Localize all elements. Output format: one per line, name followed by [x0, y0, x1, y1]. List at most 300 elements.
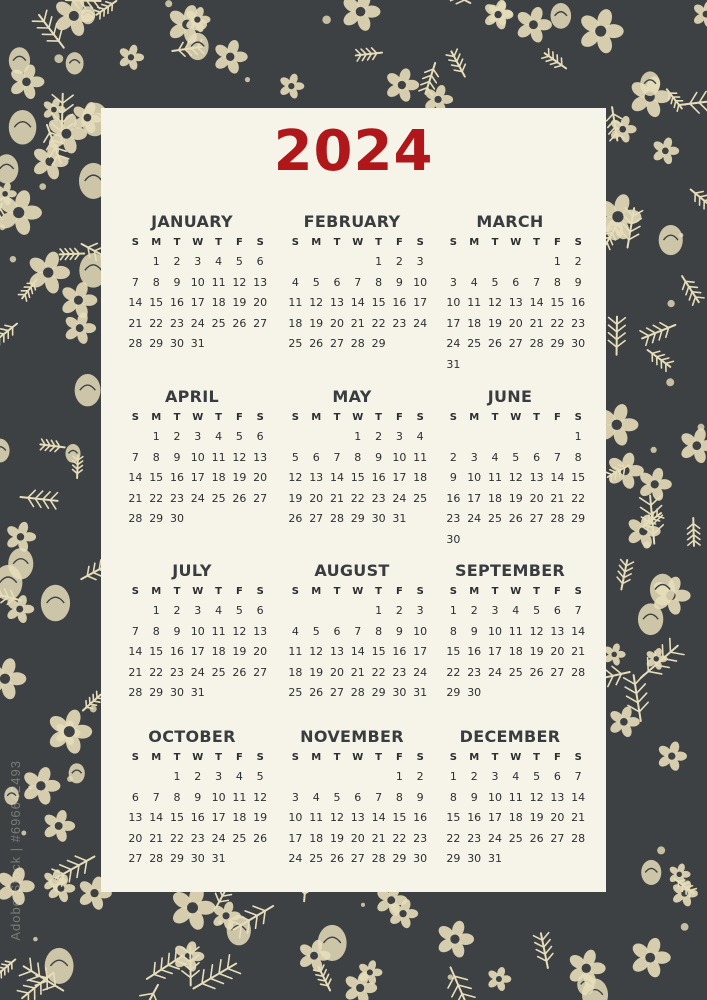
month-name: JANUARY [151, 212, 233, 231]
day-cell: 28 [128, 686, 143, 700]
day-cell: 17 [446, 316, 461, 330]
day-cell: 1 [375, 604, 383, 617]
day-cell: 15 [446, 811, 461, 825]
weekday-label: F [395, 237, 403, 248]
day-cell: 29 [350, 512, 365, 526]
day-cell: 8 [553, 275, 561, 289]
day-cell: 4 [235, 770, 243, 783]
day-cell: 17 [487, 645, 502, 659]
day-cell: 26 [329, 852, 344, 866]
day-cell: 22 [371, 665, 386, 679]
sprig-stem-icon [193, 964, 236, 989]
day-cell: 27 [309, 512, 324, 526]
day-cell: 26 [232, 665, 247, 679]
sprig-leaf-icon [609, 325, 617, 332]
empty-day-cell [285, 767, 306, 788]
day-cell: 27 [253, 665, 268, 679]
empty-day-cell [443, 252, 464, 273]
day-cell: 16 [413, 811, 428, 825]
day-cell: 19 [253, 811, 268, 825]
weekday-label: T [533, 412, 540, 423]
day-grid [285, 583, 427, 704]
day-cell: 27 [253, 491, 268, 505]
weekday-label: M [311, 586, 322, 597]
weekday-label: W [352, 586, 364, 597]
month-name: JUNE [487, 387, 533, 406]
day-cell: 8 [152, 450, 160, 464]
day-cell: 12 [508, 471, 523, 485]
flower-center-icon [494, 11, 501, 18]
day-cell: 25 [309, 852, 324, 866]
day-cell: 10 [413, 275, 428, 289]
sprig-leaf-icon [546, 953, 552, 961]
weekday-label: M [469, 752, 480, 763]
sprig-leaf-icon [636, 684, 645, 694]
sprig-leaf-icon [43, 492, 50, 499]
sprig-leaf-icon [452, 985, 458, 997]
flower-center-icon [16, 606, 23, 613]
weekday-label: M [311, 237, 322, 248]
day-cell: 18 [309, 831, 324, 845]
sprig-leaf-icon [699, 103, 707, 112]
day-cell: 10 [190, 275, 205, 289]
month-name: MAY [332, 387, 372, 406]
day-cell: 29 [371, 686, 386, 700]
day-cell: 10 [288, 811, 303, 825]
weekday-label: F [553, 412, 561, 423]
flower-center-icon [398, 81, 406, 89]
bud-icon [65, 444, 80, 463]
day-cell: 29 [371, 337, 386, 351]
day-cell: 22 [446, 831, 461, 845]
empty-day-cell [306, 252, 327, 273]
sprig-leaf-icon [456, 994, 462, 1000]
day-cell: 7 [333, 450, 341, 464]
bud-icon [45, 948, 74, 984]
day-cell: 12 [253, 790, 268, 804]
day-grid [443, 234, 585, 376]
day-grid [285, 234, 427, 355]
flower-center-icon [69, 11, 79, 21]
flower-center-icon [288, 83, 294, 89]
bud-icon [187, 33, 209, 60]
weekday-label: S [131, 586, 139, 597]
weekday-label: W [510, 412, 522, 423]
sprig-stem-icon [56, 856, 95, 878]
day-cell: 18 [467, 316, 482, 330]
day-cell: 24 [392, 491, 407, 505]
day-cell: 5 [291, 450, 299, 464]
weekday-label: S [574, 412, 582, 423]
day-cell: 4 [470, 275, 478, 289]
empty-day-cell [285, 427, 306, 448]
day-cell: 13 [253, 624, 268, 638]
day-cell: 23 [446, 512, 461, 526]
flower-center-icon [677, 872, 682, 877]
sprig-leaf-icon [154, 963, 155, 975]
month-name: MARCH [476, 212, 544, 231]
day-cell: 4 [215, 430, 223, 443]
sprig-leaf-icon [617, 577, 622, 583]
sprig-leaf-icon [555, 65, 562, 67]
day-cell: 3 [291, 790, 299, 804]
sprig-leaf-icon [638, 693, 647, 703]
day-cell: 16 [392, 296, 407, 310]
empty-day-cell [547, 427, 568, 448]
sprig-leaf-icon [700, 195, 707, 197]
day-cell: 26 [487, 337, 502, 351]
month-name: DECEMBER [459, 727, 561, 746]
day-cell: 29 [149, 686, 164, 700]
dot-icon [54, 54, 63, 63]
day-grid [443, 749, 585, 870]
weekday-label: T [375, 586, 382, 597]
sprig-leaf-icon [228, 969, 241, 974]
day-cell: 23 [169, 316, 184, 330]
day-cell: 28 [350, 686, 365, 700]
day-cell: 18 [288, 316, 303, 330]
day-cell: 15 [392, 811, 407, 825]
empty-day-cell [125, 601, 146, 622]
dot-icon [698, 424, 705, 431]
day-cell: 20 [508, 316, 523, 330]
sprig-leaf-icon [617, 318, 625, 325]
dot-icon [666, 378, 674, 386]
day-cell: 1 [395, 770, 403, 783]
weekday-label: S [131, 412, 139, 423]
day-cell: 30 [371, 512, 386, 526]
day-cell: 4 [291, 275, 299, 289]
day-cell: 11 [288, 645, 303, 659]
empty-day-cell [306, 601, 327, 622]
day-cell: 8 [173, 790, 181, 804]
sprig-leaf-icon [75, 856, 86, 861]
day-cell: 10 [190, 624, 205, 638]
weekday-label: T [333, 237, 341, 248]
day-cell: 28 [550, 512, 565, 526]
day-cell: 14 [149, 811, 164, 825]
day-cell: 30 [392, 686, 407, 700]
sprig-leaf-icon [608, 333, 616, 340]
day-cell: 29 [149, 512, 164, 526]
flower-center-icon [367, 969, 373, 975]
day-cell: 31 [487, 852, 502, 866]
day-cell: 9 [470, 790, 478, 804]
day-cell: 1 [152, 255, 160, 268]
day-cell: 13 [253, 275, 268, 289]
day-cell: 21 [128, 316, 143, 330]
sprig-leaf-icon [1, 329, 9, 331]
weekday-label: F [553, 752, 561, 763]
day-cell: 18 [508, 645, 523, 659]
sprig-leaf-icon [55, 447, 60, 452]
sprig-leaf-icon [372, 48, 377, 53]
bud-icon [66, 52, 84, 74]
flower-center-icon [310, 952, 318, 960]
day-cell: 26 [288, 512, 303, 526]
dot-icon [245, 77, 250, 82]
day-cell: 2 [470, 604, 478, 617]
day-cell: 27 [508, 337, 523, 351]
empty-day-cell [347, 601, 368, 622]
sprig-leaf-icon [87, 576, 96, 580]
sprig-leaf-icon [86, 707, 93, 708]
year-title: 2024 [273, 119, 434, 184]
day-cell: 11 [413, 450, 428, 464]
weekday-label: M [311, 412, 322, 423]
sprig-stem-icon [642, 325, 675, 338]
empty-day-cell [526, 252, 547, 273]
weekday-label: F [235, 752, 243, 763]
sprig-leaf-icon [356, 50, 361, 55]
day-cell: 10 [413, 624, 428, 638]
day-cell: 22 [371, 316, 386, 330]
sprig-leaf-icon [253, 906, 265, 911]
flower-center-icon [0, 674, 10, 684]
day-cell: 11 [309, 811, 324, 825]
day-cell: 9 [449, 471, 457, 485]
weekday-label: M [151, 237, 162, 248]
day-grid [443, 409, 585, 551]
bud-icon [69, 763, 85, 783]
bud-icon [551, 3, 572, 29]
day-cell: 8 [152, 624, 160, 638]
weekday-label: T [491, 237, 499, 248]
flower-center-icon [74, 296, 83, 305]
sprig-leaf-icon [50, 493, 57, 500]
day-cell: 30 [169, 512, 184, 526]
day-cell: 15 [571, 471, 586, 485]
day-cell: 10 [487, 790, 502, 804]
sprig-leaf-icon [2, 964, 8, 965]
sprig-leaf-icon [618, 571, 623, 577]
day-cell: 9 [470, 624, 478, 638]
day-cell: 4 [215, 255, 223, 268]
day-cell: 9 [395, 624, 403, 638]
day-grid [125, 583, 267, 704]
day-cell: 6 [256, 255, 264, 268]
day-cell: 24 [190, 491, 205, 505]
day-cell: 15 [446, 645, 461, 659]
bud-icon [9, 47, 30, 74]
day-cell: 13 [253, 450, 268, 464]
day-cell: 28 [529, 337, 544, 351]
day-cell: 6 [553, 770, 561, 783]
weekday-label: T [491, 586, 499, 597]
day-cell: 10 [211, 790, 226, 804]
weekday-label: T [533, 752, 540, 763]
sprig-leaf-icon [641, 507, 652, 514]
day-cell: 20 [329, 665, 344, 679]
day-cell: 5 [256, 770, 264, 783]
sprig-leaf-icon [102, 5, 109, 7]
day-cell: 13 [508, 296, 523, 310]
day-cell: 22 [350, 491, 365, 505]
sprig-leaf-icon [44, 10, 47, 21]
day-cell: 11 [232, 790, 247, 804]
sprig-leaf-icon [544, 940, 550, 948]
day-cell: 25 [232, 831, 247, 845]
day-cell: 30 [190, 852, 205, 866]
day-cell: 23 [467, 831, 482, 845]
day-cell: 3 [395, 430, 403, 443]
empty-day-cell [306, 767, 327, 788]
flower-center-icon [36, 781, 45, 790]
day-cell: 25 [467, 337, 482, 351]
flower-center-icon [194, 16, 200, 22]
day-cell: 13 [529, 471, 544, 485]
day-cell: 16 [371, 471, 386, 485]
day-cell: 11 [467, 296, 482, 310]
day-cell: 10 [487, 624, 502, 638]
sprig-leaf-icon [219, 974, 232, 979]
sprig-stem-icon [442, 0, 471, 3]
flower-center-icon [84, 114, 92, 122]
day-grid [285, 409, 427, 530]
flower-center-icon [128, 54, 134, 60]
day-cell: 5 [235, 604, 243, 617]
day-cell: 17 [190, 645, 205, 659]
sprig-leaf-icon [617, 333, 625, 340]
day-cell: 4 [416, 430, 424, 443]
day-cell: 21 [371, 831, 386, 845]
day-cell: 15 [350, 471, 365, 485]
day-cell: 18 [487, 491, 502, 505]
day-cell: 16 [169, 296, 184, 310]
dot-icon [679, 233, 683, 237]
flower-center-icon [399, 910, 406, 917]
sprig-leaf-icon [457, 54, 460, 61]
dot-icon [361, 903, 365, 907]
empty-day-cell [125, 252, 146, 273]
empty-day-cell [327, 767, 348, 788]
month-name: OCTOBER [148, 727, 236, 746]
day-cell: 6 [256, 604, 264, 617]
day-cell: 2 [416, 770, 424, 783]
day-cell: 15 [149, 471, 164, 485]
day-cell: 4 [491, 450, 499, 464]
sprig-leaf-icon [653, 325, 662, 330]
weekday-label: W [192, 237, 204, 248]
day-cell: 15 [169, 811, 184, 825]
day-cell: 17 [413, 296, 428, 310]
sprig-leaf-icon [67, 860, 78, 865]
day-cell: 28 [350, 337, 365, 351]
day-cell: 31 [211, 852, 226, 866]
sprig-leaf-icon [635, 675, 644, 685]
weekday-label: W [510, 237, 522, 248]
day-cell: 3 [470, 450, 478, 464]
day-cell: 7 [131, 624, 139, 638]
day-cell: 14 [571, 790, 586, 804]
day-cell: 25 [508, 665, 523, 679]
empty-day-cell [505, 252, 526, 273]
weekday-label: S [449, 412, 457, 423]
day-cell: 1 [553, 255, 561, 268]
dot-icon [39, 183, 46, 190]
sprig-leaf-icon [433, 69, 438, 77]
day-cell: 1 [173, 770, 181, 783]
sprig-leaf-icon [175, 949, 176, 961]
day-cell: 9 [173, 624, 181, 638]
day-cell: 12 [529, 790, 544, 804]
sprig-leaf-icon [161, 970, 172, 974]
sprig-leaf-icon [40, 445, 45, 450]
day-cell: 9 [395, 275, 403, 289]
day-cell: 23 [169, 491, 184, 505]
day-cell: 27 [329, 337, 344, 351]
sprig-leaf-icon [154, 974, 165, 978]
day-cell: 30 [169, 337, 184, 351]
empty-day-cell [327, 601, 348, 622]
weekday-label: F [553, 586, 561, 597]
sprig-leaf-icon [648, 671, 662, 674]
day-cell: 16 [169, 471, 184, 485]
empty-day-cell [125, 767, 146, 788]
day-cell: 8 [375, 624, 383, 638]
day-cell: 17 [392, 471, 407, 485]
sprig-leaf-icon [191, 971, 200, 978]
day-cell: 7 [354, 275, 362, 289]
day-cell: 6 [256, 430, 264, 443]
day-cell: 2 [173, 604, 181, 617]
sprig-stem-icon [318, 967, 330, 991]
sprig-leaf-icon [454, 49, 457, 56]
day-cell: 10 [392, 450, 407, 464]
day-cell: 26 [309, 337, 324, 351]
day-cell: 21 [128, 665, 143, 679]
day-cell: 20 [350, 831, 365, 845]
month-december [435, 725, 585, 870]
sprig-leaf-icon [361, 49, 366, 54]
day-cell: 10 [190, 450, 205, 464]
day-cell: 19 [309, 665, 324, 679]
sprig-leaf-icon [168, 953, 169, 965]
day-cell: 13 [329, 296, 344, 310]
weekday-label: S [256, 412, 264, 423]
weekday-label: T [333, 412, 341, 423]
flower-center-icon [356, 7, 366, 17]
sprig-leaf-icon [690, 104, 699, 113]
bud-icon [659, 225, 683, 255]
day-cell: 4 [512, 604, 520, 617]
dot-icon [33, 937, 38, 942]
bud-icon [41, 585, 70, 622]
day-cell: 16 [467, 811, 482, 825]
sprig-leaf-icon [545, 947, 551, 955]
day-cell: 19 [232, 645, 247, 659]
sprig-leaf-icon [640, 498, 651, 505]
day-grid [285, 749, 427, 870]
weekday-label: T [173, 412, 181, 423]
weekday-label: F [235, 412, 243, 423]
sprig-leaf-icon [609, 318, 617, 325]
month-name: FEBRUARY [303, 212, 401, 231]
day-cell: 2 [395, 255, 403, 268]
bud-icon [75, 374, 101, 406]
dot-icon [10, 256, 16, 262]
day-cell: 18 [508, 811, 523, 825]
day-cell: 4 [312, 790, 320, 804]
sprig-leaf-icon [456, 0, 464, 4]
weekday-label: T [491, 752, 499, 763]
day-cell: 29 [550, 337, 565, 351]
flower-center-icon [450, 935, 459, 944]
day-cell: 12 [329, 811, 344, 825]
sprig-leaf-icon [19, 971, 31, 975]
day-cell: 31 [413, 686, 428, 700]
flower-center-icon [76, 324, 84, 332]
